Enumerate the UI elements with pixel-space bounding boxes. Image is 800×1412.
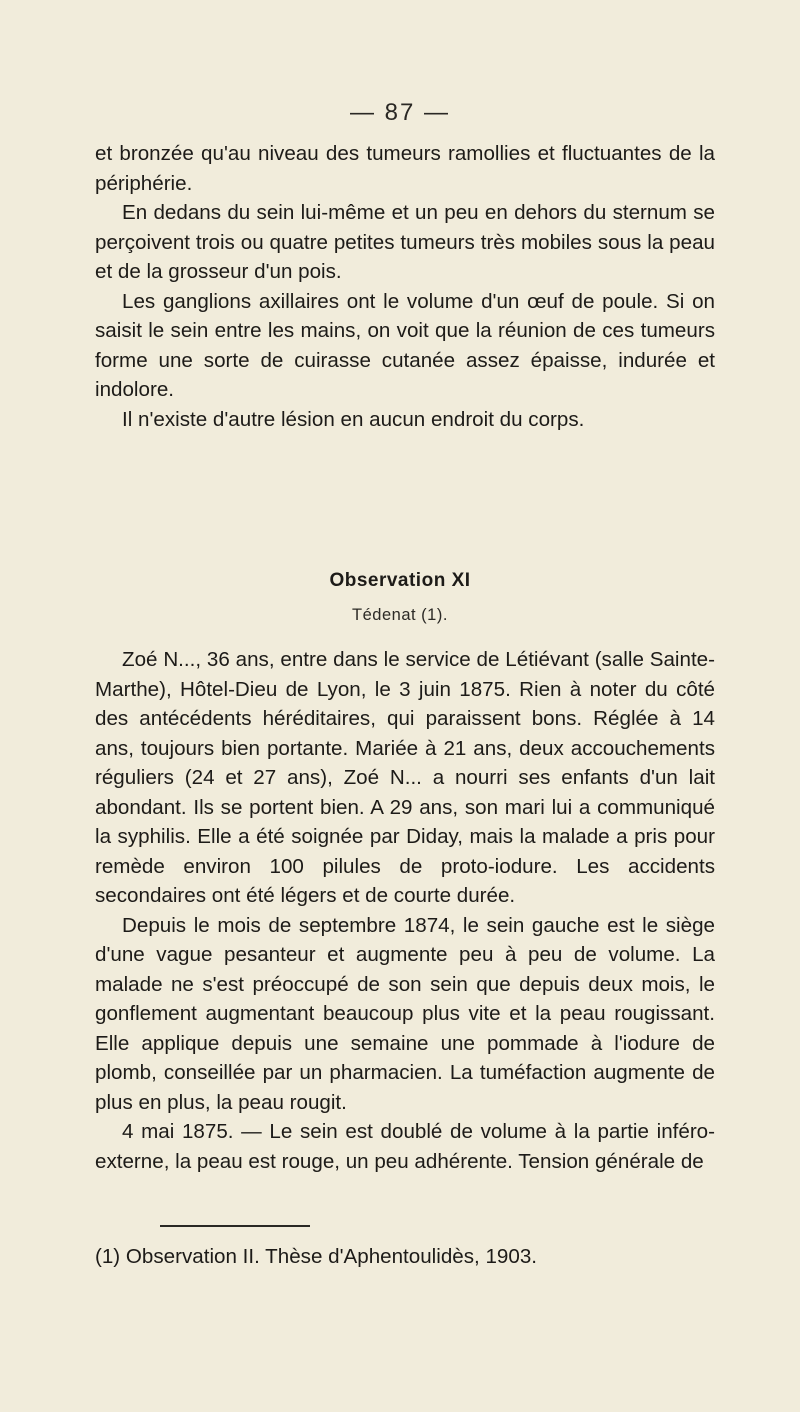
paragraph: 4 mai 1875. — Le sein est doublé de volume à la partie inféro-externe, la peau est rouge, un peu adhérente. Tension générale de: [95, 1120, 715, 1173]
paragraph: Les ganglions axillaires ont le volume d'un œuf de poule. Si on saisit le sein entre les mains, on voit que la réunion de ces tumeurs forme une sorte de cuirasse cutanée assez épaisse, indurée et indolore.: [95, 289, 715, 401]
paragraph: et bronzée qu'au niveau des tumeurs ramollies et fluctuantes de la périphérie.: [95, 142, 715, 195]
observation-author: Tédenat (1).: [352, 606, 448, 624]
paragraph: Depuis le mois de septembre 1874, le sein gauche est le siège d'une vague pesanteur et augmente peu à peu de volume. La malade ne s'est préoccupé de son sein que depuis deux mois, le gonflement augmentant beaucoup plus vite et la peau rougissant. Elle applique depuis une semaine une pommade à l'iodure de plomb, conseillée par un pharmacien. La tuméfaction augmente de plus en plus, la peau rougit.: [95, 913, 715, 1114]
paragraph: En dedans du sein lui-même et un peu en dehors du sternum se perçoivent trois ou quatre petites tumeurs très mobiles sous la peau et de la grosseur d'un pois.: [95, 201, 715, 283]
paragraph: Zoé N..., 36 ans, entre dans le service de Létiévant (salle Sainte-Marthe), Hôtel-Dieu de Lyon, le 3 juin 1875. Rien à noter du côté des antécédents héréditaires, qui paraissent bons. Réglée à 14 ans, toujours bien portante. Mariée à 21 ans, deux accouchements réguliers (24 et 27 ans), Zoé N... a nourri ses enfants d'un lait abondant. Ils se portent bien. A 29 ans, son mari lui a communiqué la syphilis. Elle a été soignée par Diday, mais la malade a pris pour remède environ 100 pilules de proto-iodure. Les accidents secondaires ont été légers et de courte durée.: [95, 648, 715, 907]
footnote: (1) Observation II. Thèse d'Aphentoulidès, 1903.: [95, 1245, 538, 1268]
paragraph: Il n'existe d'autre lésion en aucun endroit du corps.: [122, 407, 585, 431]
footnote-divider: [160, 1225, 310, 1227]
page-number: — 87 —: [349, 99, 451, 126]
observation-heading: Observation XI: [329, 570, 471, 591]
text-block-top: [95, 139, 715, 434]
text-block-bottom: [95, 645, 715, 1176]
